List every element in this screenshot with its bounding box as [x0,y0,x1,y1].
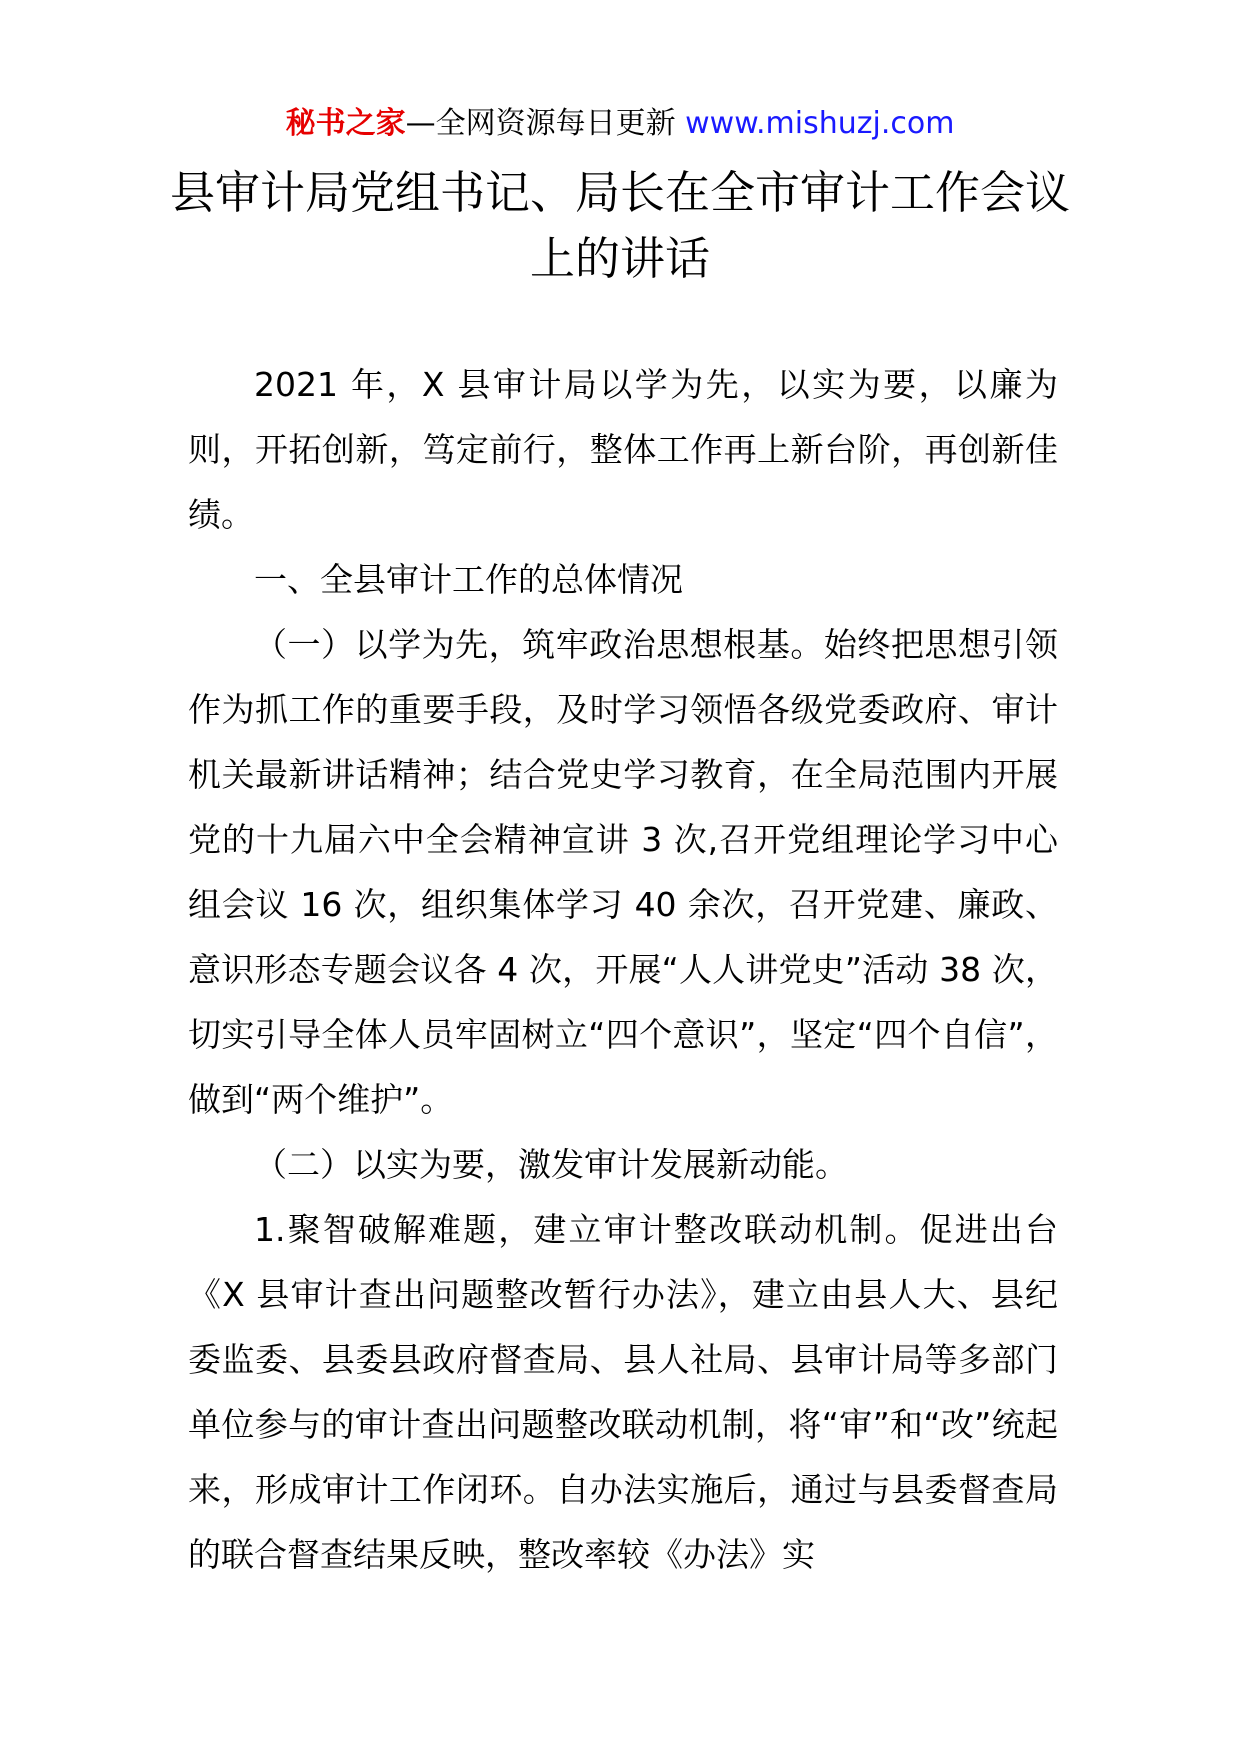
header-tagline: —全网资源每日更新 [405,106,676,141]
paragraph-intro: 2021 年，X 县审计局以学为先，以实为要，以廉为则，开拓创新，笃定前行，整体工作再上新台阶，再创新佳绩。 [188,365,1058,534]
subsection-heading-2: （二）以实为要，激发审计发展新动能。 [254,1145,848,1184]
paragraph-subsection-1: （一）以学为先，筑牢政治思想根基。始终把思想引领作为抓工作的重要手段，及时学习领悟各级党委政府、审计机关最新讲话精神；结合党史学习教育，在全局范围内开展党的十九届六中全会精神宣讲 3 次,召开党组理论学习中心组会议 16 次，组织集体学习 40 余次，召开党建、廉政、意识形态专题会议各 4 次，开展“人人讲党史”活动 38 次，切实引导全体人员牢固树立“四个意识”，坚定“四个自信”，做到“两个维护”。 [188,625,1058,1119]
site-header [0,104,1240,144]
paragraph-item-1: 1.聚智破解难题，建立审计整改联动机制。促进出台《X 县审计查出问题整改暂行办法》，建立由县人大、县纪委监委、县委县政府督查局、县人社局、县审计局等多部门单位参与的审计查出问题整改联动机制，将“审”和“改”统起来，形成审计工作闭环。自办法实施后，通过与县委督查局的联合督查结果反映，整改率较《办法》实 [188,1210,1058,1574]
site-url[interactable]: www.mishuzj.com [685,106,955,141]
brand-name: 秘书之家 [285,106,406,141]
document-title: 县审计局党组书记、局长在全市审计工作会议上的讲话 [169,166,1070,285]
document-body [188,352,1058,1587]
section-heading-1: 一、全县审计工作的总体情况 [254,560,683,599]
